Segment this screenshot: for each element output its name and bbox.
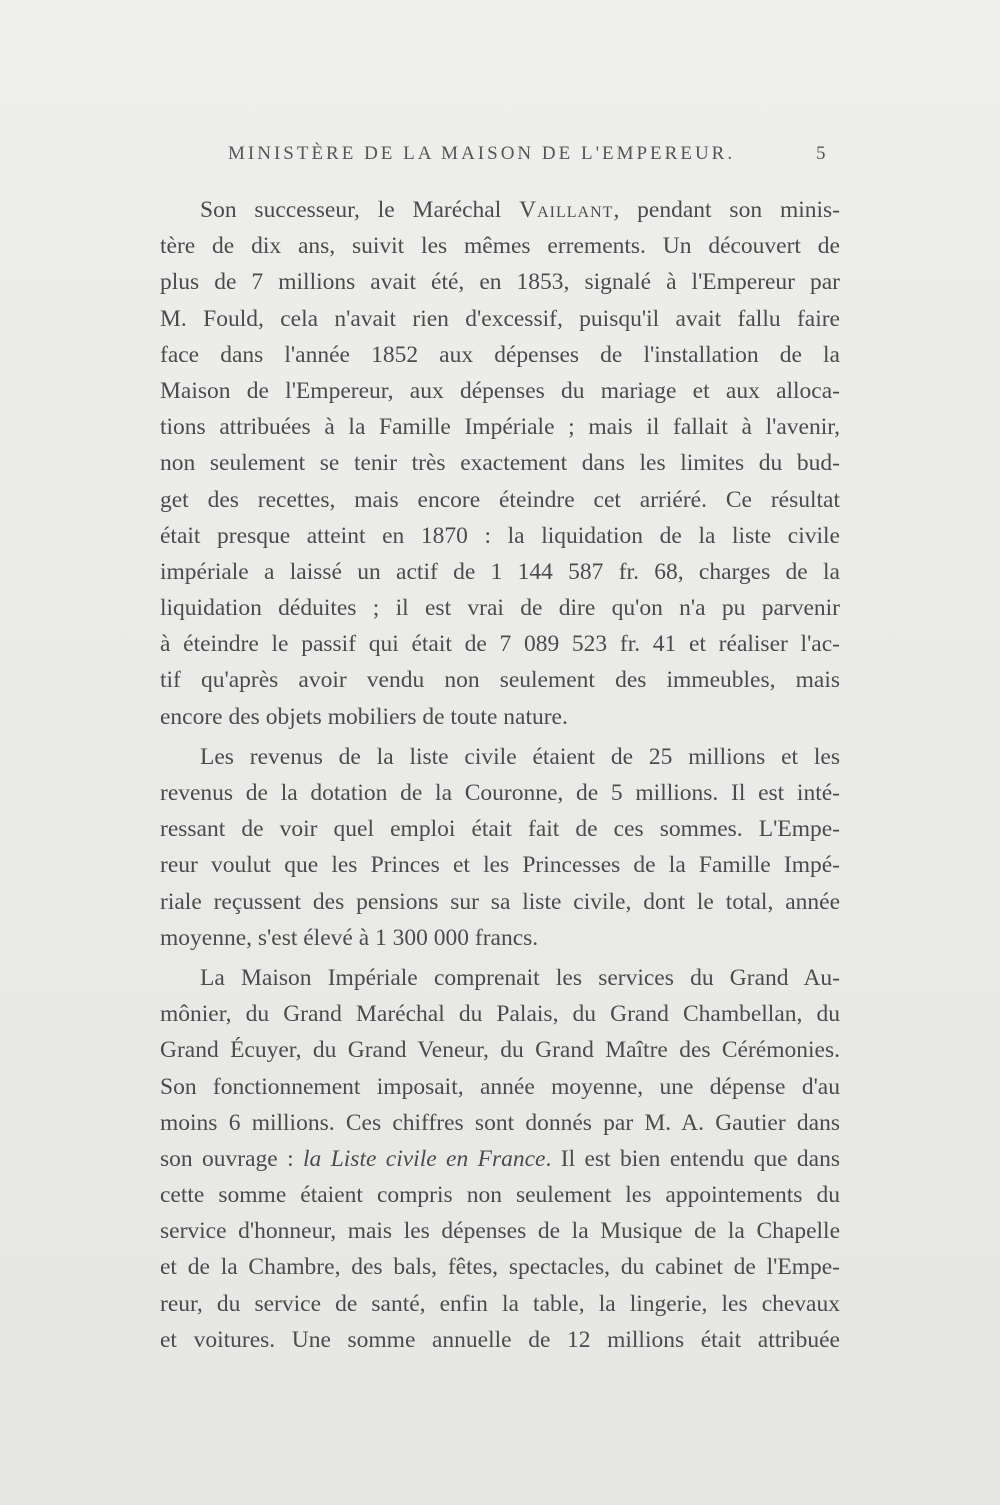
- text-line: à éteindre le passif qui était de 7 089 523 fr. 41 et réaliser l'ac-: [160, 631, 840, 658]
- text-line: cette somme étaient compris non seulement les appointements du: [160, 1182, 840, 1209]
- text-line: liquidation déduites ; il est vrai de dire qu'on n'a pu parvenir: [160, 595, 840, 622]
- text-line: Maison de l'Empereur, aux dépenses du mariage et aux alloca-: [160, 377, 840, 404]
- text-run: , pendant son minis-: [613, 197, 840, 223]
- text-line: tions attribuées à la Famille Impériale ; mais il fallait à l'avenir,: [160, 414, 840, 441]
- name-small-caps: Vaillant: [519, 197, 614, 223]
- text-line: non seulement se tenir très exactement dans les limites du bud-: [160, 450, 840, 477]
- text-line: encore des objets mobiliers de toute nature.: [160, 703, 568, 730]
- text-line: ressant de voir quel emploi était fait de ces sommes. L'Empe-: [160, 816, 840, 843]
- book-title-italic: la Liste civile en France: [303, 1145, 546, 1172]
- text-line: M. Fould, cela n'avait rien d'excessif, puisqu'il avait fallu faire: [160, 305, 840, 332]
- text-line: La Maison Impériale comprenait les services du Grand Au-: [200, 964, 840, 991]
- text-line: face dans l'année 1852 aux dépenses de l'installation de la: [160, 341, 840, 368]
- text-line: Son fonctionnement imposait, année moyenne, une dépense d'au: [160, 1073, 840, 1100]
- text-line: [160, 192, 840, 228]
- text-run: . Il est bien entendu que dans: [545, 1145, 840, 1172]
- text-line: revenus de la dotation de la Couronne, de 5 millions. Il est inté-: [160, 780, 840, 806]
- text-line: tère de dix ans, suivit les mêmes errements. Un découvert de: [160, 233, 840, 260]
- text-line: Grand Écuyer, du Grand Veneur, du Grand Maître des Cérémonies.: [160, 1037, 840, 1064]
- text-line: reur, du service de santé, enfin la table, la lingerie, les chevaux: [160, 1290, 840, 1317]
- text-line: moins 6 millions. Ces chiffres sont donnés par M. A. Gautier dans: [160, 1109, 840, 1136]
- text-line: reur voulut que les Princes et les Princesses de la Famille Impé-: [160, 852, 840, 879]
- page-number: 5: [816, 143, 826, 164]
- running-head: MINISTÈRE DE LA MAISON DE L'EMPEREUR.: [228, 143, 736, 164]
- text-line: get des recettes, mais encore éteindre cet arriéré. Ce résultat: [160, 486, 840, 513]
- text-line: riale reçussent des pensions sur sa liste civile, dont le total, année: [160, 888, 840, 915]
- text-line: [160, 1141, 840, 1177]
- text-line: plus de 7 millions avait été, en 1853, signalé à l'Empereur par: [160, 269, 840, 296]
- text-line: Les revenus de la liste civile étaient de 25 millions et les: [200, 743, 840, 770]
- text-line: moyenne, s'est élevé à 1 300 000 francs.: [160, 924, 539, 951]
- text-line: impériale a laissé un actif de 1 144 587 fr. 68, charges de la: [160, 558, 840, 585]
- paragraph: [160, 739, 840, 956]
- paragraph: [160, 192, 840, 735]
- text-line: et de la Chambre, des bals, fêtes, spectacles, du cabinet de l'Empe-: [160, 1254, 840, 1281]
- text-line: et voitures. Une somme annuelle de 12 millions était attribuée: [160, 1326, 840, 1353]
- text-run: son ouvrage :: [160, 1145, 304, 1172]
- paragraph: [160, 960, 840, 1358]
- text-line: mônier, du Grand Maréchal du Palais, du Grand Chambellan, du: [160, 1001, 840, 1028]
- text-run: Son successeur, le Maréchal: [200, 197, 520, 223]
- body-text: [160, 192, 840, 1358]
- text-line: était presque atteint en 1870 : la liquidation de la liste civile: [160, 522, 840, 549]
- text-line: tif qu'après avoir vendu non seulement des immeubles, mais: [160, 667, 840, 694]
- text-line: service d'honneur, mais les dépenses de la Musique de la Chapelle: [160, 1218, 840, 1245]
